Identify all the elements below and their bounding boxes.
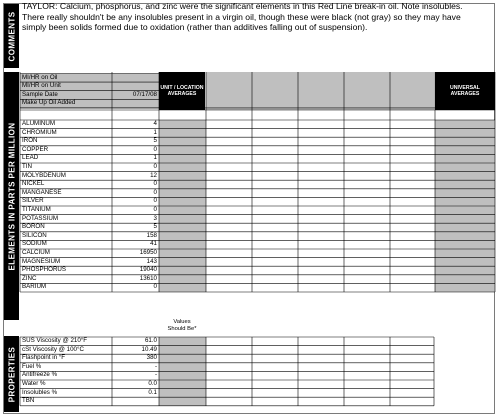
element-value: 0 <box>153 163 157 170</box>
property-value: - <box>154 362 157 370</box>
element-value: 5 <box>153 223 157 231</box>
element-label: LEAD <box>22 154 39 162</box>
element-value: 19040 <box>139 266 157 274</box>
sample-header-value: 07/17/08 <box>132 90 157 98</box>
element-value: 0 <box>153 283 157 291</box>
element-label: MOLYBDENUM <box>22 171 66 179</box>
element-label: NICKEL <box>22 180 45 188</box>
property-label: SUS Viscosity @ 210°F <box>22 337 88 344</box>
element-value: 4 <box>153 120 157 127</box>
element-value: 143 <box>146 257 157 265</box>
element-label: SODIUM <box>22 240 47 248</box>
property-value: 380 <box>146 354 157 362</box>
property-label: TBN <box>22 397 35 405</box>
element-label: IRON <box>22 137 38 145</box>
property-value: 61.0 <box>144 337 157 344</box>
element-value: 0 <box>153 197 157 205</box>
element-value: 16950 <box>139 249 157 256</box>
element-label: POTASSIUM <box>22 214 58 222</box>
element-label: BARIUM <box>22 283 47 291</box>
sample-header-value <box>112 82 159 91</box>
element-value: 3 <box>153 214 157 222</box>
elements-section-label: ELEMENTS IN PARTS PER MILLION <box>4 72 19 320</box>
element-value: 158 <box>146 231 157 239</box>
property-label: Insolubles % <box>22 388 58 396</box>
sample-header-label: MI/HR on Unit <box>22 82 61 90</box>
element-label: COPPER <box>22 145 49 153</box>
sample-header-label: Sample Date <box>22 90 58 98</box>
element-label: SILICON <box>22 231 47 239</box>
element-label: CALCIUM <box>22 249 50 256</box>
element-label: TITANIUM <box>22 206 51 213</box>
element-label: MANGANESE <box>22 188 62 196</box>
property-label: Water % <box>22 380 46 387</box>
element-label: CHROMIUM <box>22 128 57 136</box>
element-value: 0 <box>153 180 157 188</box>
properties-section-label: PROPERTIES <box>4 336 19 412</box>
element-label: MAGNESIUM <box>22 257 61 265</box>
element-label: SILVER <box>22 197 44 205</box>
sample-header-value <box>112 74 159 83</box>
element-label: BORON <box>22 223 45 231</box>
universal-averages-header: UNIVERSAL AVERAGES <box>435 72 495 110</box>
property-label: cSt Viscosity @ 100°C <box>22 345 84 353</box>
property-value: 0.0 <box>148 380 157 387</box>
element-label: TIN <box>22 163 32 170</box>
element-value: 5 <box>153 137 157 145</box>
element-label: ZINC <box>22 274 37 282</box>
element-value: 0 <box>153 206 157 213</box>
values-should-be-label: Values Should Be* <box>167 319 197 332</box>
element-value: 0 <box>153 188 157 196</box>
property-value: 0.1 <box>148 388 157 396</box>
property-label: Fuel % <box>22 362 42 370</box>
property-value: 10.49 <box>141 345 157 353</box>
property-value: - <box>154 371 157 379</box>
element-label: PHOSPHORUS <box>22 266 67 274</box>
comments-text: TAYLOR: Calcium, phosphorus, and zinc were the significant elements in this Red Line break-in oil. Note insolubles. There really shouldn't be any insolubles present in a virgin oil, though these were black (not gray) so they may have simply been solids formed due to oxidation (rather than additives falling out of suspension). <box>22 1 463 33</box>
sample-header-label: MI/HR on Oil <box>22 73 58 81</box>
element-value: 0 <box>153 145 157 153</box>
property-label: Antifreeze % <box>22 371 58 379</box>
property-value <box>112 397 159 406</box>
element-label: ALUMINUM <box>22 120 56 127</box>
element-value: 41 <box>150 240 157 248</box>
element-value: 13610 <box>139 274 157 282</box>
element-value: 1 <box>153 154 157 162</box>
element-value: 1 <box>153 128 157 136</box>
unit-location-averages-header: UNIT / LOCATION AVERAGES <box>159 72 205 110</box>
element-value: 12 <box>150 171 157 179</box>
sample-header-value <box>112 99 159 108</box>
property-label: Flashpoint in °F <box>22 354 66 362</box>
comments-section-label: COMMENTS <box>4 4 19 68</box>
sample-header-label: Make Up Oil Added <box>22 99 76 107</box>
